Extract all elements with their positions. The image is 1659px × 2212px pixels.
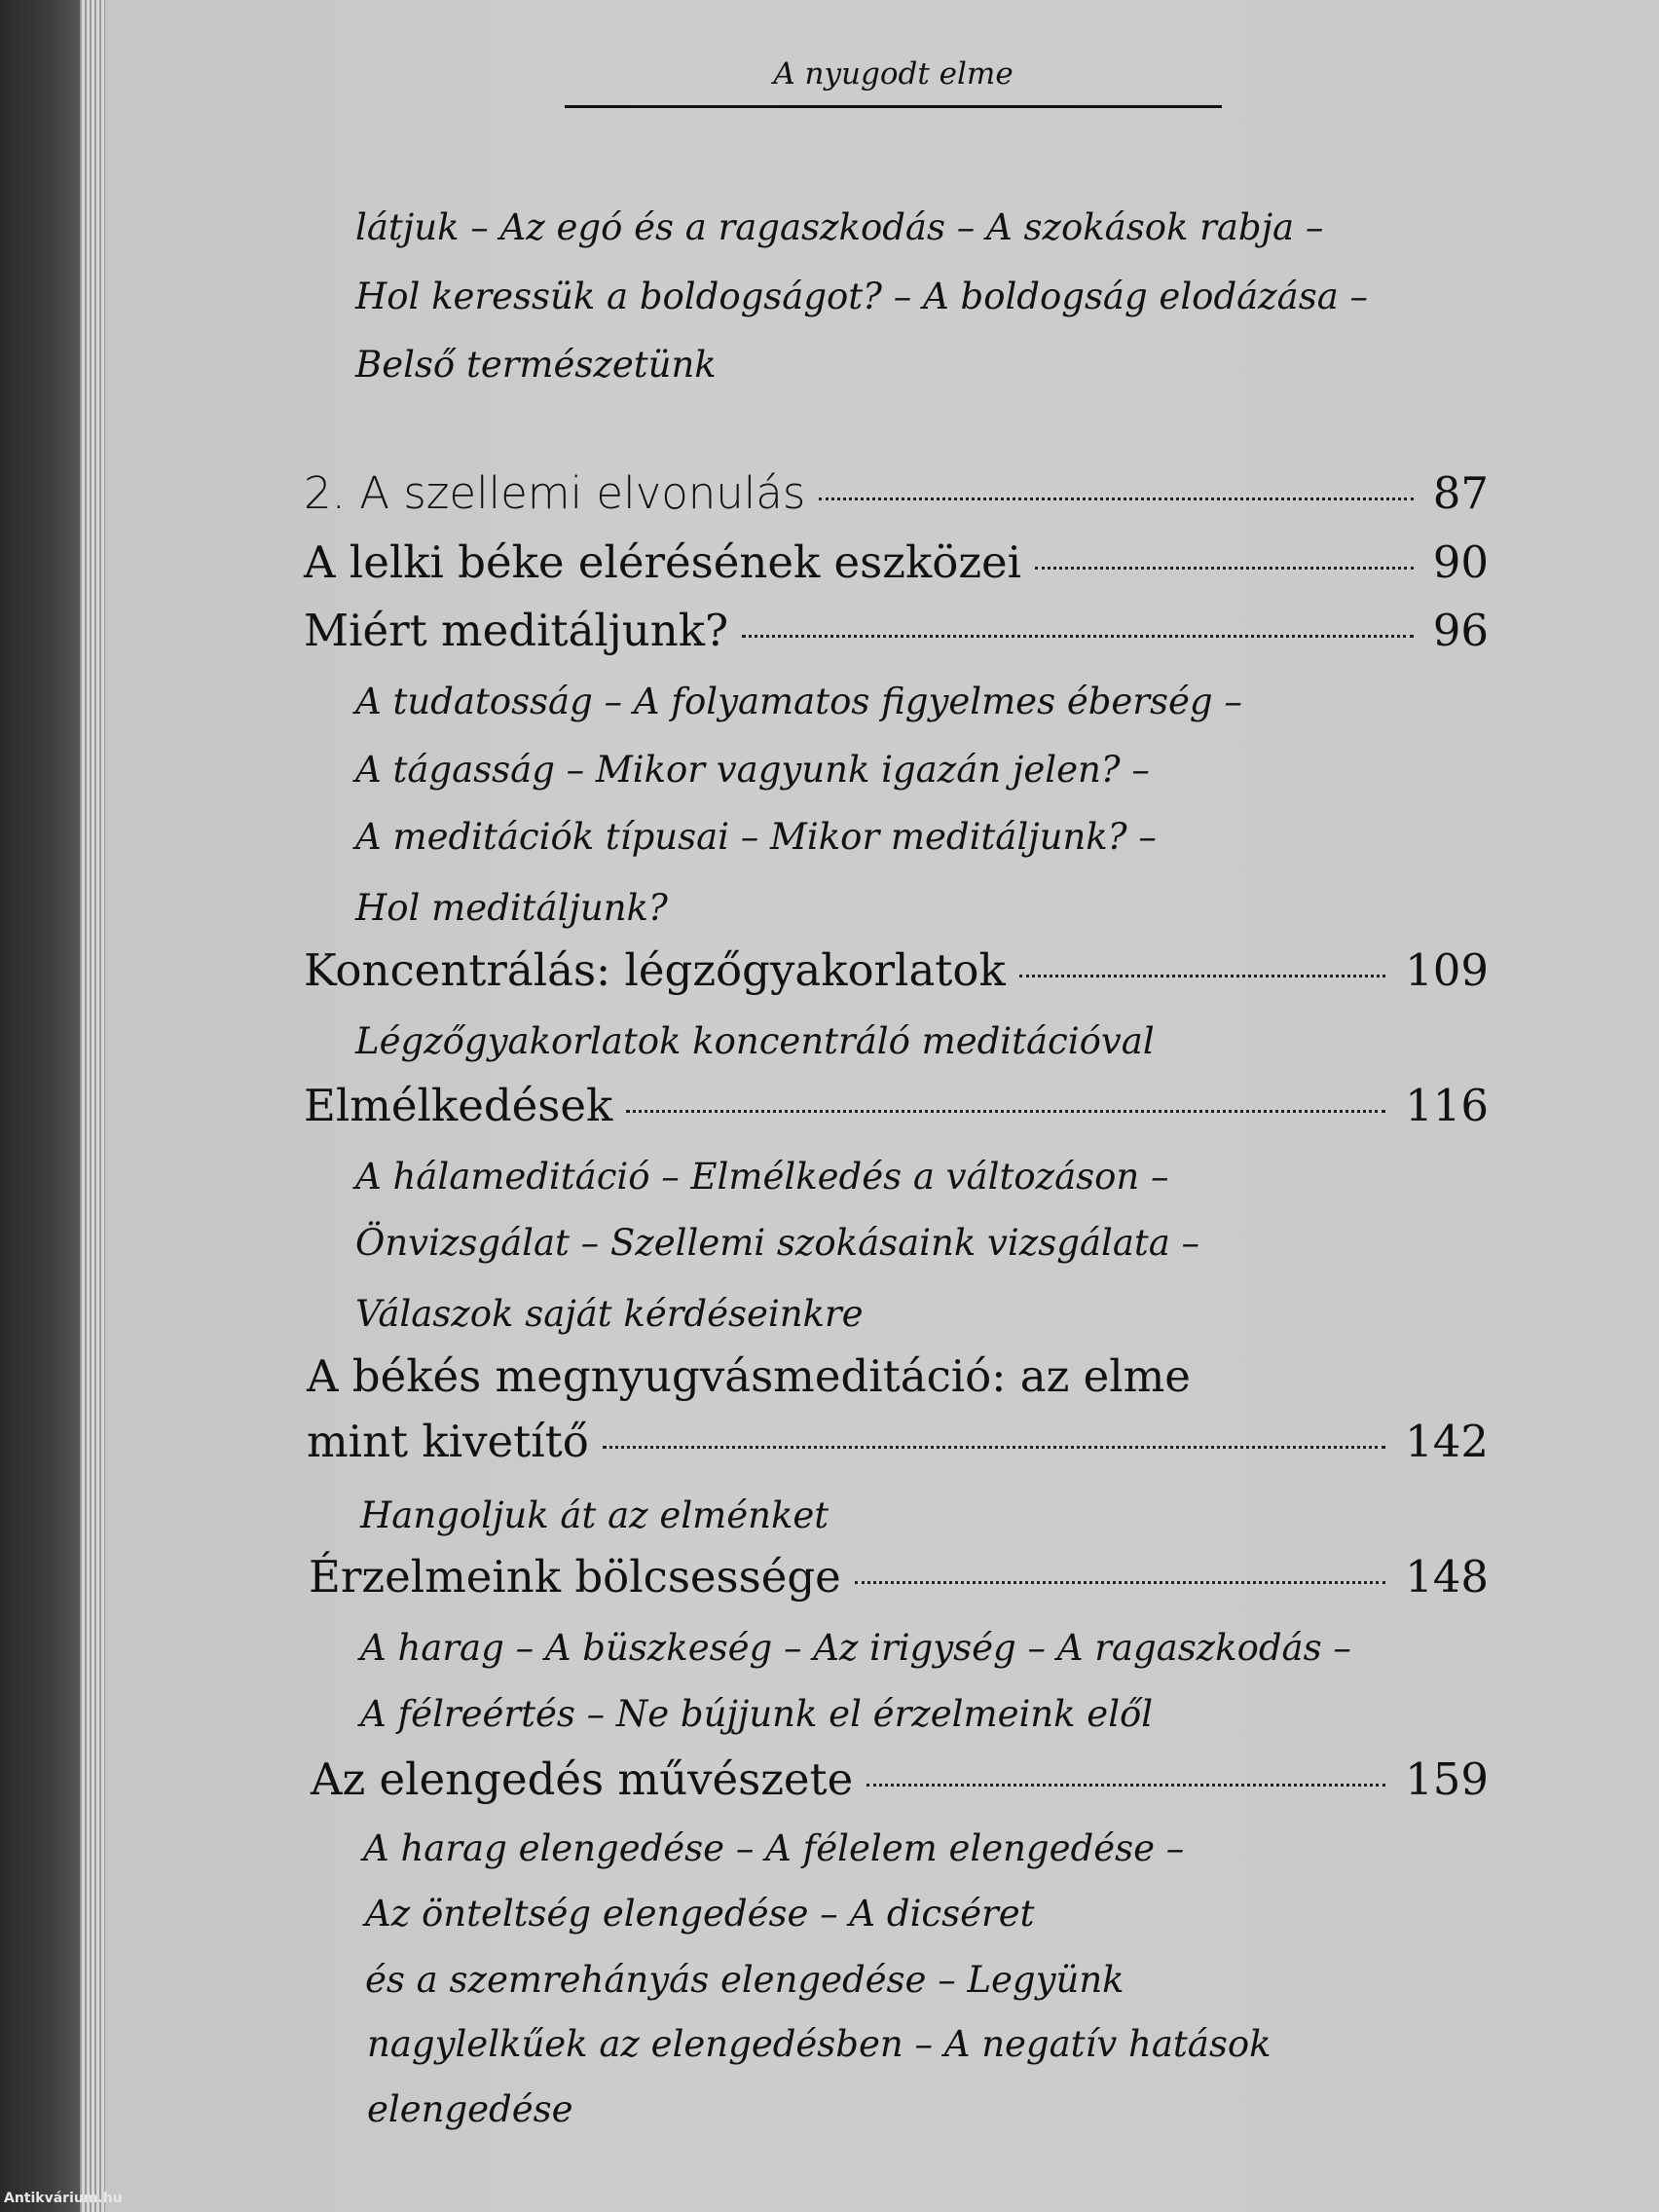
toc-page-number: 159 — [1405, 1753, 1489, 1805]
dot-leader — [742, 635, 1414, 638]
toc-entry-title: Érzelmeink bölcsessége — [309, 1551, 841, 1603]
toc-entry — [304, 944, 1489, 996]
running-header: A nyugodt elme — [773, 56, 1014, 92]
toc-entry — [304, 1080, 1489, 1131]
toc-entry — [304, 536, 1489, 588]
toc-subtopics: A meditációk típusai – Mikor meditáljunk? – — [355, 816, 1157, 858]
header-rule — [565, 105, 1222, 108]
toc-subtopics: A harag elengedése – A félelem elengedése – — [363, 1827, 1185, 1869]
dot-leader — [819, 498, 1413, 500]
dot-leader — [855, 1581, 1385, 1584]
toc-subtopics: Válaszok saját kérdéseinkre — [355, 1293, 864, 1335]
toc-entry-title: 2. A szellemi elvonulás — [304, 467, 806, 519]
toc-subtopics: Hol keressük a boldogságot? – A boldogság elodázása – — [355, 276, 1369, 317]
toc-subtopics: Hol meditáljunk? — [355, 887, 668, 929]
toc-subtopics: elengedése — [367, 2088, 573, 2130]
toc-page-number: 148 — [1405, 1551, 1489, 1603]
dot-leader — [1035, 567, 1414, 570]
toc-chapter — [304, 467, 1489, 519]
dot-leader — [1019, 975, 1385, 977]
dot-leader — [626, 1110, 1385, 1113]
toc-subtopics: A tágasság – Mikor vagyunk igazán jelen? – — [355, 749, 1150, 791]
toc-entry-title: Az elengedés művészete — [311, 1753, 854, 1805]
toc-subtopics: Az önteltség elengedése – A dicséret — [365, 1893, 1035, 1935]
toc-subtopics: Önvizsgálat – Szellemi szokásaink vizsgálata – — [355, 1222, 1200, 1264]
dot-leader — [866, 1784, 1385, 1787]
toc-entry-title: mint kivetítő — [307, 1416, 589, 1467]
toc-subtopics: Belső természetünk — [355, 344, 717, 386]
toc-entry-title: Koncentrálás: légzőgyakorlatok — [304, 944, 1006, 996]
toc-subtopics: és a szemrehányás elengedése – Legyünk — [365, 1959, 1124, 2001]
toc-entry — [311, 1753, 1489, 1805]
toc-entry-title-line: A békés megnyugvásmeditáció: az elme — [307, 1350, 1191, 1402]
toc-entry-title: Elmélkedések — [304, 1080, 613, 1131]
toc-subtopics: A harag – A büszkeség – Az irigység – A ragaszkodás – — [360, 1627, 1351, 1669]
toc-entry — [304, 605, 1489, 656]
toc-subtopics: látjuk – Az egó és a ragaszkodás – A szokások rabja – — [355, 206, 1324, 248]
watermark: Antikvárium.hu — [4, 2191, 123, 2206]
book-spine-shadow — [0, 0, 80, 2212]
dot-leader — [603, 1446, 1385, 1449]
toc-page-number: 96 — [1432, 605, 1489, 656]
toc-entry — [307, 1416, 1489, 1467]
toc-entry — [309, 1551, 1489, 1603]
page-edges — [80, 0, 105, 2212]
toc-page-number: 116 — [1405, 1080, 1489, 1131]
toc-page-number: 90 — [1432, 536, 1489, 588]
toc-entry-title: Miért meditáljunk? — [304, 605, 729, 656]
toc-subtopics: A tudatosság – A folyamatos figyelmes éberség – — [355, 681, 1242, 722]
toc-page-number: 109 — [1405, 944, 1489, 996]
toc-page-number: 87 — [1432, 467, 1489, 519]
toc-subtopics: A félreértés – Ne bújjunk el érzelmeink elől — [360, 1693, 1154, 1735]
toc-subtopics: Hangoljuk át az elménket — [360, 1494, 830, 1536]
toc-entry-title: A lelki béke elérésének eszközei — [304, 536, 1022, 588]
toc-subtopics: nagylelkűek az elengedésben – A negatív hatások — [367, 2023, 1272, 2065]
toc-subtopics: A hálameditáció – Elmélkedés a változáson – — [355, 1156, 1169, 1198]
toc-subtopics: Légzőgyakorlatok koncentráló meditációval — [355, 1020, 1155, 1062]
toc-page-number: 142 — [1405, 1416, 1489, 1467]
